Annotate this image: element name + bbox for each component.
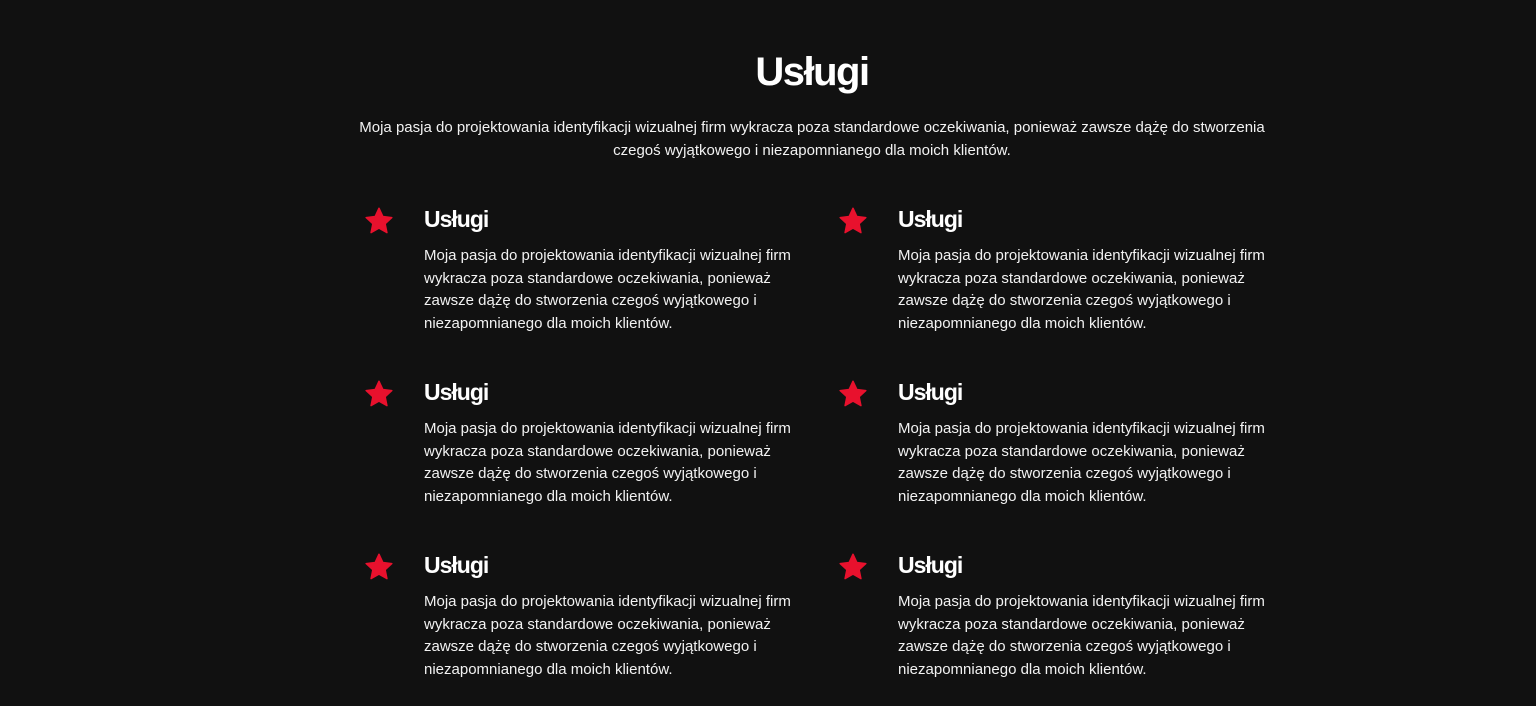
service-description: Moja pasja do projektowania identyfikacji wizualnej firm wykracza poza standardowe oczekiwania, ponieważ zawsze dążę do stworzenia czegoś wyjątkowego i niezapomnianego dla moich klientów. xyxy=(898,420,1265,505)
service-title: Usługi xyxy=(898,379,963,405)
service-item xyxy=(838,377,1268,517)
service-item xyxy=(838,550,1268,690)
service-item xyxy=(364,550,794,690)
service-description: Moja pasja do projektowania identyfikacji wizualnej firm wykracza poza standardowe oczekiwania, ponieważ zawsze dążę do stworzenia czegoś wyjątkowego i niezapomnianego dla moich klientów. xyxy=(898,593,1265,678)
star-icon xyxy=(838,552,868,582)
section-subtitle: Moja pasja do projektowania identyfikacji wizualnej firm wykracza poza standardowe oczekiwania, ponieważ zawsze dążę do stworzenia czegoś wyjątkowego i niezapomnianego dla moich klientów. xyxy=(359,119,1265,159)
star-icon xyxy=(364,206,394,236)
star-icon xyxy=(838,206,868,236)
star-icon xyxy=(838,379,868,409)
service-description: Moja pasja do projektowania identyfikacji wizualnej firm wykracza poza standardowe oczekiwania, ponieważ zawsze dążę do stworzenia czegoś wyjątkowego i niezapomnianego dla moich klientów. xyxy=(424,420,791,505)
service-title: Usługi xyxy=(898,552,963,578)
star-icon xyxy=(364,379,394,409)
service-description: Moja pasja do projektowania identyfikacji wizualnej firm wykracza poza standardowe oczekiwania, ponieważ zawsze dążę do stworzenia czegoś wyjątkowego i niezapomnianego dla moich klientów. xyxy=(424,247,791,332)
service-item xyxy=(364,204,794,344)
service-title: Usługi xyxy=(424,552,489,578)
service-title: Usługi xyxy=(898,206,963,232)
star-icon xyxy=(364,552,394,582)
service-item xyxy=(364,377,794,517)
service-title: Usługi xyxy=(424,379,489,405)
service-title: Usługi xyxy=(424,206,489,232)
section-title: Usługi xyxy=(755,50,869,94)
service-description: Moja pasja do projektowania identyfikacji wizualnej firm wykracza poza standardowe oczekiwania, ponieważ zawsze dążę do stworzenia czegoś wyjątkowego i niezapomnianego dla moich klientów. xyxy=(424,593,791,678)
service-item xyxy=(838,204,1268,344)
service-description: Moja pasja do projektowania identyfikacji wizualnej firm wykracza poza standardowe oczekiwania, ponieważ zawsze dążę do stworzenia czegoś wyjątkowego i niezapomnianego dla moich klientów. xyxy=(898,247,1265,332)
